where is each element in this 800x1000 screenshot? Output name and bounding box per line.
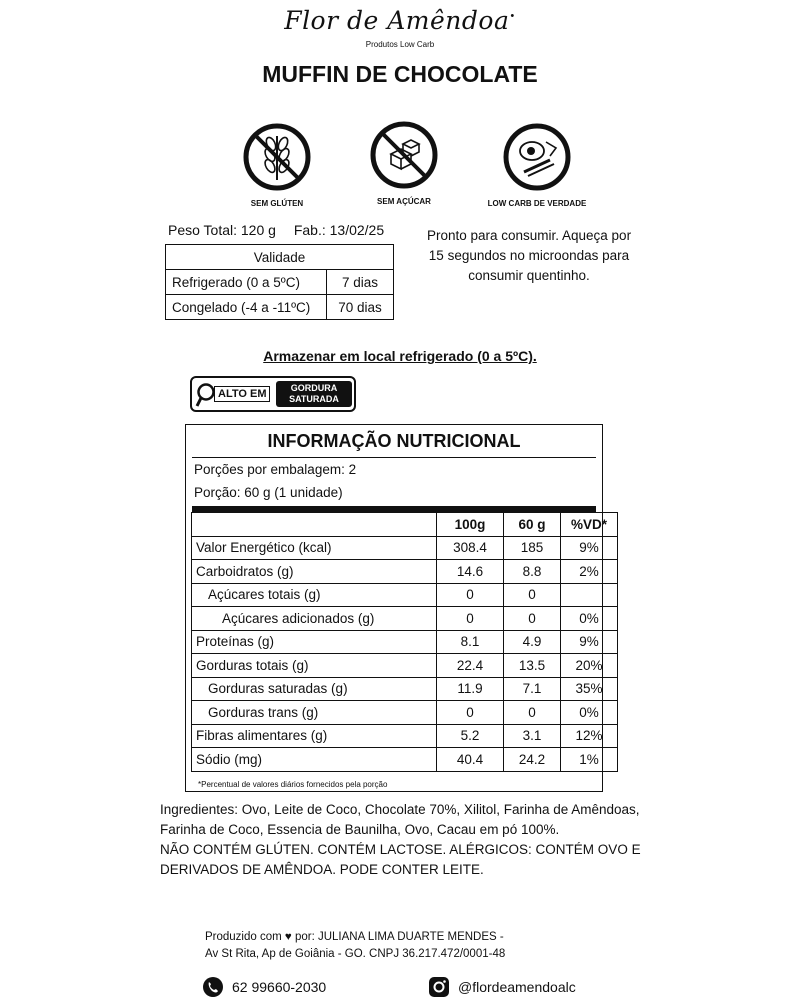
value-60g: 24.2 xyxy=(504,748,561,772)
value-100g: 0 xyxy=(437,701,504,725)
claim-sugar-free xyxy=(339,120,469,207)
brand-name: Flor de Amêndoa xyxy=(284,6,510,35)
value-100g: 308.4 xyxy=(437,536,504,560)
table-row xyxy=(192,630,618,654)
ingredients-text: Ingredientes: Ovo, Leite de Coco, Chocolate 70%, Xilitol, Farinha de Amêndoas, Farinha de Coco, Essencia de Baunilha, Ovo, Cacau em pó 100%. xyxy=(160,802,640,837)
validade-value: 7 dias xyxy=(327,270,394,295)
value-60g: 3.1 xyxy=(504,724,561,748)
table-row xyxy=(192,724,618,748)
producer-name: por: JULIANA LIMA DUARTE MENDES - xyxy=(294,931,504,943)
package-info xyxy=(168,222,398,238)
value-100g: 0 xyxy=(437,583,504,607)
peso-total: Peso Total: 120 g xyxy=(168,222,276,238)
value-vd: 0% xyxy=(561,701,618,725)
nutrient-label: Gorduras saturadas (g) xyxy=(192,677,437,701)
table-row xyxy=(192,560,618,584)
claim-label: LOW CARB DE VERDADE xyxy=(487,199,587,208)
value-60g: 8.8 xyxy=(504,560,561,584)
claim-low-carb xyxy=(472,122,602,209)
validade-label: Refrigerado (0 a 5ºC) xyxy=(166,270,327,295)
table-row xyxy=(192,536,618,560)
producer-prefix: Produzido com xyxy=(205,931,282,943)
header-cell xyxy=(192,513,437,537)
nutrition-table xyxy=(191,512,618,772)
value-100g: 8.1 xyxy=(437,630,504,654)
value-vd: 9% xyxy=(561,536,618,560)
allergens-text: NÃO CONTÉM GLÚTEN. CONTÉM LACTOSE. ALÉRGICOS: CONTÉM OVO E DERIVADOS DE AMÊNDOA. PODE CONTER LEITE. xyxy=(160,842,641,877)
table-row xyxy=(192,607,618,631)
validade-table xyxy=(165,244,394,320)
brand-logo: Flor de Amêndoa• xyxy=(284,6,516,35)
table-row xyxy=(192,654,618,678)
value-60g: 4.9 xyxy=(504,630,561,654)
claim-gluten-free xyxy=(212,122,342,209)
value-60g: 0 xyxy=(504,607,561,631)
contact-instagram xyxy=(428,976,576,998)
value-vd: 9% xyxy=(561,630,618,654)
value-100g: 11.9 xyxy=(437,677,504,701)
seal-nutrient-line2: SATURADA xyxy=(289,394,339,404)
header-cell: %VD* xyxy=(561,513,618,537)
heart-icon: ♥ xyxy=(284,931,292,943)
validade-value: 70 dias xyxy=(327,295,394,320)
value-vd: 35% xyxy=(561,677,618,701)
value-60g: 185 xyxy=(504,536,561,560)
servings-per-package: Porções por embalagem: 2 xyxy=(194,462,357,477)
value-100g: 22.4 xyxy=(437,654,504,678)
nutrient-label: Carboidratos (g) xyxy=(192,560,437,584)
producer-info xyxy=(205,929,605,963)
validade-header: Validade xyxy=(166,245,394,270)
whatsapp-icon xyxy=(202,976,224,998)
gluten-free-icon xyxy=(242,122,312,192)
storage-instructions: Armazenar em local refrigerado (0 a 5ºC). xyxy=(263,348,537,364)
value-100g: 14.6 xyxy=(437,560,504,584)
seal-alto-em: ALTO EM xyxy=(214,386,270,402)
value-60g: 0 xyxy=(504,583,561,607)
nutrient-label: Açúcares totais (g) xyxy=(192,583,437,607)
value-100g: 40.4 xyxy=(437,748,504,772)
claim-label: SEM GLÚTEN xyxy=(250,199,304,208)
table-row xyxy=(192,701,618,725)
high-in-seal xyxy=(190,376,356,412)
value-100g: 0 xyxy=(437,607,504,631)
header-cell: 100g xyxy=(437,513,504,537)
claim-label: SEM AÇÚCAR xyxy=(377,197,431,206)
value-vd: 2% xyxy=(561,560,618,584)
value-vd: 0% xyxy=(561,607,618,631)
producer-line1 xyxy=(205,929,605,946)
contact-phone xyxy=(202,976,326,998)
ingredients-block xyxy=(160,800,650,880)
sugar-free-icon xyxy=(369,120,439,190)
nutrition-footnote: *Percentual de valores diários fornecidos pela porção xyxy=(198,780,388,789)
value-100g: 5.2 xyxy=(437,724,504,748)
seal-nutrient-line1: GORDURA xyxy=(290,383,338,393)
nutrient-label: Gorduras trans (g) xyxy=(192,701,437,725)
value-vd xyxy=(561,583,618,607)
value-vd: 20% xyxy=(561,654,618,678)
header-cell: 60 g xyxy=(504,513,561,537)
low-carb-icon xyxy=(502,122,572,192)
divider xyxy=(192,457,596,458)
nutrient-label: Proteínas (g) xyxy=(192,630,437,654)
instagram-icon xyxy=(428,976,450,998)
product-title: MUFFIN DE CHOCOLATE xyxy=(262,61,538,87)
nutrient-label: Açúcares adicionados (g) xyxy=(192,607,437,631)
nutrient-label: Valor Energético (kcal) xyxy=(192,536,437,560)
nutrient-label: Gorduras totais (g) xyxy=(192,654,437,678)
serving-size: Porção: 60 g (1 unidade) xyxy=(194,485,343,500)
value-60g: 7.1 xyxy=(504,677,561,701)
table-row xyxy=(192,677,618,701)
value-60g: 0 xyxy=(504,701,561,725)
nutrient-label: Sódio (mg) xyxy=(192,748,437,772)
instagram-handle: @flordeamendoalc xyxy=(458,979,576,995)
nutrient-label: Fibras alimentares (g) xyxy=(192,724,437,748)
value-vd: 1% xyxy=(561,748,618,772)
producer-address: Av St Rita, Ap de Goiânia - GO. CNPJ 36.217.472/0001-48 xyxy=(205,948,506,960)
phone-number: 62 99660-2030 xyxy=(232,979,327,995)
table-header-row xyxy=(192,513,618,537)
fabrication-date: Fab.: 13/02/25 xyxy=(293,222,385,238)
validade-label: Congelado (-4 a -11ºC) xyxy=(166,295,327,320)
preparation-instructions: Pronto para consumir. Aqueça por 15 segundos no microondas para consumir quentinho. xyxy=(426,228,632,283)
table-row xyxy=(192,748,618,772)
nutrition-title: INFORMAÇÃO NUTRICIONAL xyxy=(267,431,521,451)
seal-nutrient xyxy=(276,381,352,407)
value-vd: 12% xyxy=(561,724,618,748)
table-row xyxy=(192,583,618,607)
value-60g: 13.5 xyxy=(504,654,561,678)
brand-tagline: Produtos Low Carb xyxy=(365,40,435,49)
